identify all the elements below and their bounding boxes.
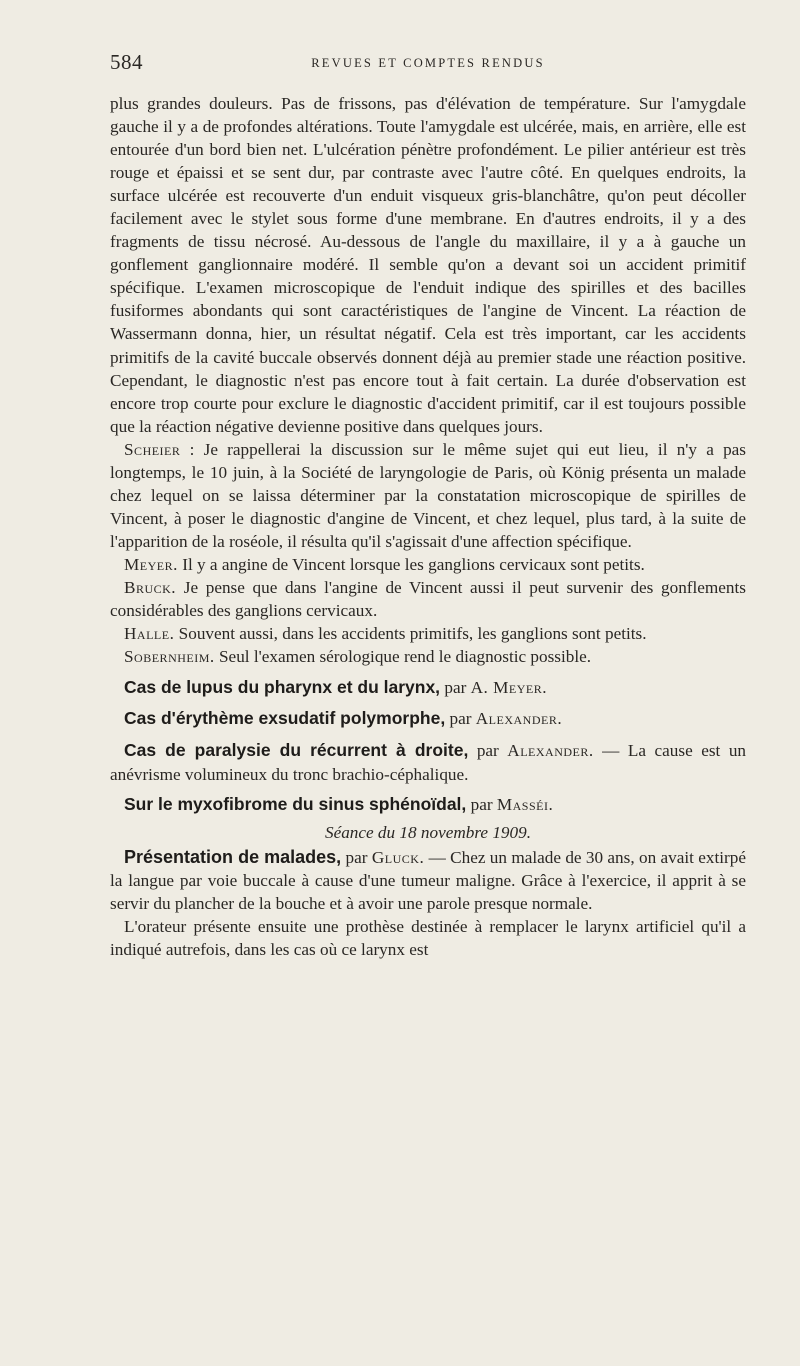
paragraph-meyer: [110, 553, 746, 576]
case-by: par: [440, 678, 471, 698]
case-title: Cas d'érythème exsudatif polymorphe,: [124, 708, 446, 729]
presentation-text: — Chez un malade de 30 ans, on avait extirpé la langue par voie buccale à cause d'une tumeur maligne. Grâce à l'exercice, il apprit à se servir du plancher de la bouche et à avoir une parole presque normale.: [110, 848, 746, 914]
presentation-by: par: [341, 848, 372, 868]
paragraph-sobernheim: [110, 645, 746, 668]
case-author: Masséi.: [496, 795, 554, 815]
presentation-title: Présentation de malades,: [124, 847, 342, 868]
case-author: Alexander.: [475, 709, 563, 729]
paragraph-halle: [110, 622, 746, 645]
case-entry: [110, 738, 746, 787]
case-entry: [110, 789, 746, 820]
case-title: Sur le myxofibrome du sinus sphénoïdal,: [124, 794, 467, 815]
paragraph-presentation: [110, 846, 746, 915]
speaker-name: Sobernheim.: [124, 647, 215, 667]
case-title: Cas de paralysie du récurrent à droite,: [124, 740, 469, 761]
case-entry: [110, 703, 746, 734]
case-title: Cas de lupus du pharynx et du larynx,: [124, 677, 441, 698]
case-by: par: [445, 709, 476, 729]
case-by: par: [468, 741, 508, 761]
session-heading: Séance du 18 novembre 1909.: [324, 823, 532, 843]
speaker-name: Scheier: [124, 439, 181, 459]
speaker-text: Seul l'examen sérologique rend le diagnostic possible.: [214, 647, 592, 667]
speaker-text: : Je rappellerai la discussion sur le même sujet qui eut lieu, il n'y a pas longtemps, le 10 juin, à la Société de laryngologie de Paris, où König présenta un malade chez lequel on se laissa déterminer par la constatation microscopique de spirilles de Vincent, à poser le diagnostic d'angine de Vincent, et chez lequel, plus tard, à la suite de l'apparition de la roséole, il résulta qu'il s'agissait d'une affection spécifique.: [110, 439, 746, 551]
page-header: [110, 50, 746, 80]
presentation-author: Gluck.: [371, 848, 425, 868]
paragraph-orateur: L'orateur présente ensuite une prothèse destinée à remplacer le larynx artificiel qu'il a indiqué autrefois, dans les cas où ce larynx est: [110, 917, 746, 960]
running-head: REVUES ET COMPTES RENDUS: [311, 56, 545, 70]
case-author: A. Meyer.: [470, 678, 548, 698]
case-author: Alexander.: [507, 741, 594, 761]
case-entry: [110, 672, 746, 703]
paragraph-bruck: [110, 576, 746, 622]
speaker-text: Il y a angine de Vincent lorsque les ganglions cervicaux sont petits.: [177, 554, 645, 574]
paragraph-scheier: [110, 438, 746, 553]
speaker-name: Bruck.: [124, 577, 177, 597]
speaker-text: Je pense que dans l'angine de Vincent aussi il peut survenir des gonflements considérables des ganglions cervicaux.: [110, 577, 746, 621]
case-rest: — La cause est un anévrisme volumineux du tronc brachio-céphalique.: [110, 741, 747, 785]
speaker-text: Souvent aussi, dans les accidents primitifs, les ganglions sont petits.: [174, 624, 647, 644]
body-text: [110, 92, 746, 961]
speaker-name: Halle.: [124, 624, 175, 644]
paragraph-case-discussion: plus grandes douleurs. Pas de frissons, pas d'élévation de température. Sur l'amygdale gauche il y a de profondes altérations. Toute l'amygdale est ulcérée, mais, en arrière, elle est entourée d'un bord bien net. L'ulcération pénètre profondément. Le pilier antérieur est très rouge et épaissi et se sent dur, par contraste avec l'autre côté. En quelques endroits, la surface ulcérée est recouverte d'un enduit visqueux gris-blanchâtre, qu'on peut décoller facilement avec le stylet sous forme d'une membrane. En d'autres endroits, il y a des fragments de tissu nécrosé. Au-dessous de l'angle du maxillaire, il y a à gauche un gonflement ganglionnaire modéré. Il semble qu'on a devant soi un accident primitif spécifique. L'examen microscopique de l'enduit indique des spirilles et des bacilles fusiformes abondants qui sont caractéristiques de l'angine de Vincent. La réaction de Wassermann donna, hier, un résultat négatif. Cela est très important, car les accidents primitifs de la cavité buccale observés donnent déjà au premier stade une réaction positive. Cependant, le diagnostic n'est pas encore tout à fait certain. La durée d'observation est encore trop courte pour exclure le diagnostic d'accident primitif, car il est toujours possible que la réaction négative devienne positive dans quelques jours.: [110, 94, 746, 436]
case-by: par: [466, 795, 497, 815]
page-number: 584: [110, 50, 143, 74]
speaker-name: Meyer.: [124, 554, 178, 574]
